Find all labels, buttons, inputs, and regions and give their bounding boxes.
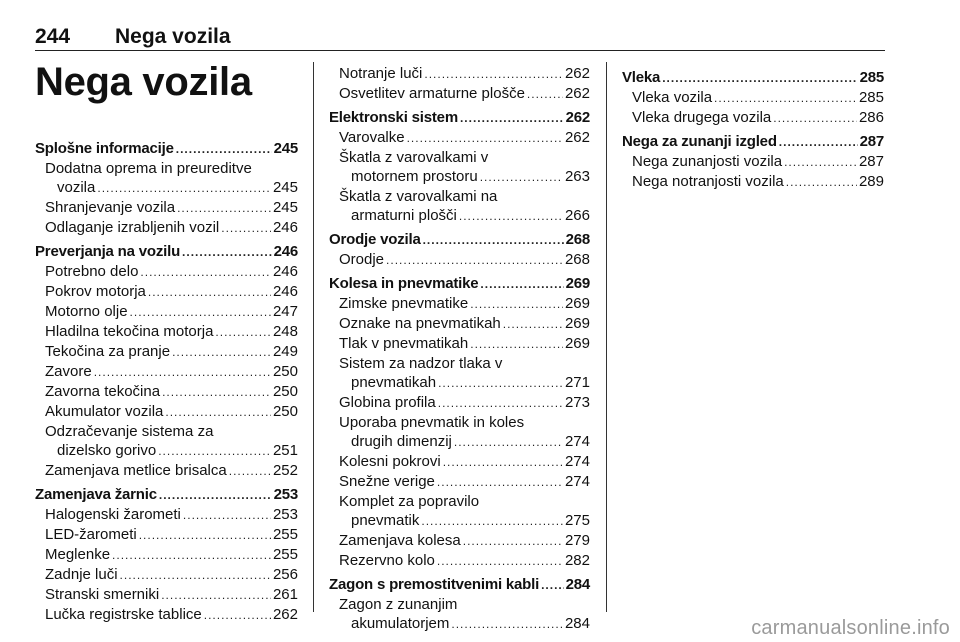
toc-entry-title: Vleka vozila [632, 89, 713, 106]
toc-page-number: 262 [564, 129, 590, 146]
toc-entry[interactable] [329, 432, 590, 452]
toc-entry[interactable] [35, 545, 298, 565]
toc-page-number: 253 [273, 486, 298, 503]
dot-leader [172, 343, 271, 362]
toc-entry[interactable] [35, 342, 298, 362]
toc-entry-title: Notranje luči [339, 65, 423, 82]
toc-entry[interactable] [622, 108, 884, 128]
toc-page-number: 269 [564, 295, 590, 312]
toc-entry[interactable] [329, 206, 590, 226]
dot-leader [459, 207, 563, 226]
toc-entry-title: Splošne informacije [35, 140, 174, 157]
dot-leader [177, 199, 271, 218]
toc-page-number: 256 [272, 566, 298, 583]
dot-leader [148, 283, 271, 302]
chapter-title: Nega vozila [35, 60, 252, 104]
toc-page-number: 246 [272, 219, 298, 236]
toc-entry[interactable] [329, 334, 590, 354]
dot-leader [183, 506, 271, 525]
toc-entry[interactable] [35, 178, 298, 198]
toc-entry-title: Zamenjava kolesa [339, 532, 461, 549]
toc-entry[interactable] [622, 172, 884, 192]
dot-leader [480, 275, 563, 294]
toc-entry[interactable] [329, 452, 590, 472]
toc-entry-title: Kolesni pokrovi [339, 453, 441, 470]
toc-page-number: 268 [564, 251, 590, 268]
toc-entry-title: vozila [57, 179, 96, 196]
toc-entry-title: Kolesa in pnevmatike [329, 275, 479, 292]
toc-entry-title: Zavorna tekočina [45, 383, 161, 400]
toc-entry-title: Zimske pnevmatike [339, 295, 469, 312]
toc-page-number: 284 [565, 576, 590, 593]
toc-entry-title: motornem prostoru [351, 168, 478, 185]
toc-page-number: 247 [272, 303, 298, 320]
toc-entry-title: Akumulator vozila [45, 403, 164, 420]
toc-page-number: 287 [858, 153, 884, 170]
toc-section-entry[interactable] [329, 230, 590, 250]
dot-leader [140, 263, 271, 282]
toc-entry-text: Odzračevanje sistema za [45, 423, 214, 440]
dot-leader [714, 89, 857, 108]
toc-page-number: 268 [565, 231, 590, 248]
header-title: Nega vozila [115, 25, 231, 48]
toc-entry[interactable] [329, 393, 590, 413]
toc-page-number: 279 [564, 532, 590, 549]
toc-entry[interactable] [329, 373, 590, 393]
toc-entry[interactable] [622, 152, 884, 172]
toc-entry-title: Zagon s premostitvenimi kabli [329, 576, 540, 593]
page-number: 244 [35, 25, 71, 48]
toc-entry[interactable] [35, 402, 298, 422]
toc-entry-title: Osvetlitev armaturne plošče [339, 85, 525, 102]
dot-leader [423, 231, 564, 250]
dot-leader [176, 140, 272, 159]
toc-entry[interactable] [35, 441, 298, 461]
toc-page-number: 263 [564, 168, 590, 185]
toc-page-number: 273 [564, 394, 590, 411]
toc-entry[interactable] [35, 262, 298, 282]
toc-entry-title: Nega za zunanji izgled [622, 133, 777, 150]
toc-entry-title: pnevmatikah [351, 374, 437, 391]
dot-leader [386, 251, 563, 270]
toc-page-number: 284 [564, 615, 590, 632]
toc-entry-title: Varovalke [339, 129, 405, 146]
dot-leader [215, 323, 271, 342]
toc-page-number: 255 [272, 526, 298, 543]
toc-page-number: 250 [272, 403, 298, 420]
toc-page-number: 289 [858, 173, 884, 190]
toc-page-number: 286 [858, 109, 884, 126]
dot-leader [443, 453, 563, 472]
toc-page-number: 271 [564, 374, 590, 391]
toc-entry[interactable] [35, 605, 298, 625]
toc-page-number: 248 [272, 323, 298, 340]
dot-leader [162, 383, 271, 402]
toc-entry[interactable] [329, 167, 590, 187]
toc-page-number: 261 [272, 586, 298, 603]
toc-section-entry[interactable] [329, 108, 590, 128]
watermark: carmanualsonline.info [751, 617, 950, 639]
column-divider [606, 62, 607, 612]
dot-leader [407, 129, 563, 148]
dot-leader [139, 526, 271, 545]
toc-page-number: 246 [272, 283, 298, 300]
toc-page-number: 255 [272, 546, 298, 563]
toc-entry[interactable] [329, 84, 590, 104]
toc-entry-title: Vleka drugega vozila [632, 109, 772, 126]
toc-entry[interactable] [329, 314, 590, 334]
toc-page-number: 274 [564, 433, 590, 450]
toc-entry-title: Tlak v pnevmatikah [339, 335, 469, 352]
dot-leader [480, 168, 563, 187]
toc-page-number: 274 [564, 473, 590, 490]
toc-entry-title: armaturni plošči [351, 207, 457, 224]
dot-leader [229, 462, 271, 481]
toc-page-number: 249 [272, 343, 298, 360]
dot-leader [424, 65, 563, 84]
toc-entry-title: Zadnje luči [45, 566, 118, 583]
toc-entry[interactable] [329, 64, 590, 84]
toc-entry[interactable] [35, 282, 298, 302]
toc-page-number: 262 [564, 85, 590, 102]
toc-entry-text: Uporaba pnevmatik in koles [339, 414, 525, 431]
dot-leader [158, 442, 271, 461]
toc-entry-text: Sistem za nadzor tlaka v [339, 355, 503, 372]
dot-leader [460, 109, 564, 128]
toc-entry-title: Lučka registrske tablice [45, 606, 202, 623]
toc-entry-title: Motorno olje [45, 303, 128, 320]
toc-section-entry[interactable] [622, 68, 884, 88]
toc-page-number: 282 [564, 552, 590, 569]
dot-leader [221, 219, 271, 238]
toc-entry-title: Elektronski sistem [329, 109, 458, 126]
dot-leader [159, 486, 272, 505]
toc-entry-title: Orodje [339, 251, 385, 268]
toc-page-number: 274 [564, 453, 590, 470]
dot-leader [470, 295, 563, 314]
toc-column-1 [35, 139, 298, 625]
dot-leader [421, 512, 563, 531]
toc-page-number: 287 [859, 133, 884, 150]
toc-column-3 [622, 68, 884, 192]
dot-leader [161, 586, 271, 605]
toc-page-number: 285 [858, 89, 884, 106]
toc-page-number: 269 [565, 275, 590, 292]
toc-entry-title: Globina profila [339, 394, 436, 411]
toc-entry[interactable] [35, 322, 298, 342]
dot-leader [784, 153, 857, 172]
toc-page-number: 252 [272, 462, 298, 479]
toc-entry-title: Nega zunanjosti vozila [632, 153, 783, 170]
dot-leader [779, 133, 858, 152]
toc-entry-text: Zagon z zunanjim [339, 596, 458, 613]
toc-entry[interactable] [35, 198, 298, 218]
toc-entry-title: Oznake na pnevmatikah [339, 315, 501, 332]
dot-leader [130, 303, 271, 322]
dot-leader [182, 243, 272, 262]
toc-entry[interactable] [35, 505, 298, 525]
running-header [35, 26, 885, 51]
toc-entry-title: Preverjanja na vozilu [35, 243, 181, 260]
dot-leader [470, 335, 563, 354]
dot-leader [204, 606, 271, 625]
toc-entry-title: Zamenjava metlice brisalca [45, 462, 227, 479]
toc-entry-title: Zavore [45, 363, 92, 380]
toc-entry[interactable] [35, 565, 298, 585]
toc-entry-title: drugih dimenzij [351, 433, 452, 450]
toc-entry[interactable] [329, 511, 590, 531]
toc-entry-title: Hladilna tekočina motorja [45, 323, 214, 340]
toc-section-entry[interactable] [622, 132, 884, 152]
dot-leader [112, 546, 271, 565]
toc-entry[interactable] [329, 128, 590, 148]
toc-entry-title: Rezervno kolo [339, 552, 435, 569]
toc-entry-title: Shranjevanje vozila [45, 199, 176, 216]
toc-entry[interactable] [329, 250, 590, 270]
dot-leader [527, 85, 563, 104]
toc-section-entry[interactable] [35, 485, 298, 505]
dot-leader [94, 363, 271, 382]
toc-page-number: 269 [564, 335, 590, 352]
toc-entry-title: Stranski smerniki [45, 586, 160, 603]
dot-leader [503, 315, 563, 334]
toc-entry-title: akumulatorjem [351, 615, 450, 632]
toc-page-number: 250 [272, 383, 298, 400]
toc-entry-title: Meglenke [45, 546, 111, 563]
dot-leader [438, 374, 563, 393]
toc-page-number: 262 [564, 65, 590, 82]
toc-section-entry[interactable] [35, 242, 298, 262]
dot-leader [438, 394, 563, 413]
dot-leader [165, 403, 271, 422]
toc-column-2 [329, 64, 590, 634]
toc-entry-title: Potrebno delo [45, 263, 139, 280]
toc-entry[interactable] [35, 362, 298, 382]
dot-leader [786, 173, 857, 192]
toc-entry-title: Halogenski žarometi [45, 506, 181, 523]
dot-leader [437, 552, 563, 571]
toc-section-entry[interactable] [329, 274, 590, 294]
dot-leader [541, 576, 563, 595]
toc-entry-title: Zamenjava žarnic [35, 486, 157, 503]
toc-page-number: 245 [273, 140, 298, 157]
toc-entry[interactable] [329, 551, 590, 571]
toc-entry-title: Vleka [622, 69, 661, 86]
toc-entry[interactable] [35, 585, 298, 605]
toc-entry-text: Škatla z varovalkami na [339, 188, 498, 205]
dot-leader [97, 179, 271, 198]
dot-leader [773, 109, 857, 128]
dot-leader [120, 566, 271, 585]
toc-entry-title: Pokrov motorja [45, 283, 146, 300]
toc-entry[interactable] [35, 525, 298, 545]
toc-section-entry[interactable] [329, 575, 590, 595]
toc-entry[interactable] [329, 294, 590, 314]
toc-entry-title: Tekočina za pranje [45, 343, 171, 360]
toc-page-number: 253 [272, 506, 298, 523]
toc-entry[interactable] [329, 531, 590, 551]
toc-page-number: 262 [272, 606, 298, 623]
toc-entry-title: Snežne verige [339, 473, 435, 490]
toc-page-number: 245 [272, 179, 298, 196]
toc-page-number: 250 [272, 363, 298, 380]
toc-page-number: 246 [273, 243, 298, 260]
toc-page-number: 285 [859, 69, 884, 86]
toc-entry-title: Orodje vozila [329, 231, 421, 248]
toc-entry-text: Škatla z varovalkami v [339, 149, 489, 166]
toc-entry-title: Odlaganje izrabljenih vozil [45, 219, 220, 236]
dot-leader [463, 532, 563, 551]
toc-page-number: 269 [564, 315, 590, 332]
dot-leader [454, 433, 563, 452]
toc-section-entry[interactable] [35, 139, 298, 159]
toc-entry-title: Nega notranjosti vozila [632, 173, 784, 190]
toc-entry-title: LED-žarometi [45, 526, 137, 543]
toc-page-number: 266 [564, 207, 590, 224]
dot-leader [437, 473, 563, 492]
toc-entry[interactable] [329, 472, 590, 492]
toc-entry[interactable] [35, 218, 298, 238]
toc-entry-title: dizelsko gorivo [57, 442, 157, 459]
column-divider [313, 62, 314, 612]
toc-page-number: 245 [272, 199, 298, 216]
toc-entry[interactable] [622, 88, 884, 108]
dot-leader [662, 69, 857, 88]
toc-page-number: 251 [272, 442, 298, 459]
toc-entry[interactable] [35, 461, 298, 481]
toc-entry[interactable] [35, 382, 298, 402]
toc-entry[interactable] [35, 302, 298, 322]
dot-leader [451, 615, 563, 634]
toc-entry[interactable] [329, 614, 590, 634]
toc-entry-title: pnevmatik [351, 512, 420, 529]
toc-entry-text: Dodatna oprema in preureditve [45, 160, 252, 177]
toc-page-number: 275 [564, 512, 590, 529]
toc-page-number: 262 [565, 109, 590, 126]
toc-entry-text: Komplet za popravilo [339, 493, 480, 510]
toc-page-number: 246 [272, 263, 298, 280]
